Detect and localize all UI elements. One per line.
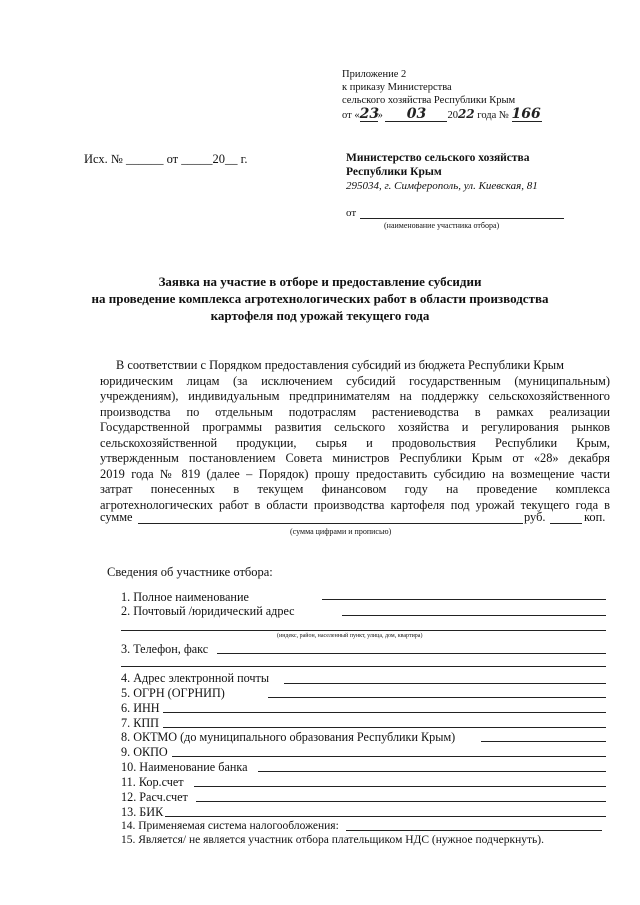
participant-title: Сведения об участнике отбора: — [107, 565, 273, 579]
field-10-line — [258, 771, 606, 772]
field-3-label: 3. Телефон, факс — [121, 642, 209, 656]
body-line: производства по отдельным подотраслям растениеводства в рамках реализации — [100, 404, 610, 419]
field-4-label: 4. Адрес электронной почты — [121, 671, 270, 685]
field-1-label: 1. Полное наименование — [121, 590, 249, 604]
field-11-line — [194, 786, 606, 787]
sum-label: сумме — [100, 510, 133, 524]
field-7-label: 7. КПП — [121, 716, 159, 730]
field-12-label: 12. Расч.счет — [121, 790, 188, 804]
field-12-line — [196, 801, 606, 802]
recipient-name-1: Министерство сельского хозяйства — [346, 152, 530, 164]
sum-line — [138, 523, 523, 524]
field-3-line — [217, 653, 606, 654]
field-4-line — [284, 683, 606, 684]
handwritten-number: 166 — [511, 106, 541, 122]
date-quote: » — [377, 110, 383, 121]
field-14-line — [346, 830, 602, 831]
heading-line-3: картофеля под урожай текущего года — [210, 308, 430, 323]
handwritten-day: 23 — [359, 106, 380, 122]
field-1-line — [322, 599, 606, 600]
handwritten-year: 22 — [457, 107, 475, 121]
body-line: утвержденным постановлением Совета министров Республики Крым от «28» декабря — [100, 451, 610, 465]
field-14-label: 14. Применяемая система налогообложения: — [121, 820, 339, 832]
field-2-line — [342, 615, 606, 616]
sum-caption: (сумма цифрами и прописью) — [290, 527, 392, 536]
recipient-address: 295034, г. Симферополь, ул. Киевская, 81 — [346, 180, 538, 192]
appendix-date-line — [342, 108, 542, 123]
date-prefix: от « — [342, 110, 360, 121]
field-6-label: 6. ИНН — [121, 701, 160, 715]
year-prefix: 20 — [447, 110, 458, 121]
handwritten-month: 03 — [385, 108, 447, 122]
body-line: сельскохозяйственной продукции, сырья и продовольствия Республики Крым, — [100, 435, 610, 450]
from-line — [360, 218, 564, 219]
appendix-title: Приложение 2 — [342, 69, 407, 80]
body-line: затрат понесенных в текущем финансовом году на проведение комплекса — [100, 482, 610, 496]
field-13-label: 13. БИК — [121, 805, 164, 819]
field-6-line — [163, 712, 606, 713]
recipient-name-2: Республики Крым — [346, 166, 442, 178]
field-15-label: 15. Является/ не является участник отбора плательщиком НДС (нужное подчеркнуть). — [121, 834, 545, 846]
kop-label: коп. — [584, 510, 606, 524]
body-line: В соответствии с Порядком предоставления субсидий из бюджета Республики Крым — [116, 358, 564, 372]
from-caption: (наименование участника отбора) — [384, 221, 500, 230]
kop-line — [550, 523, 582, 524]
field-5-label: 5. ОГРН (ОГРНИП) — [121, 686, 225, 700]
field-5-line — [268, 697, 606, 698]
address-caption: (индекс, район, населенный пункт, улица, дом, квартира) — [277, 633, 423, 639]
field-8-label: 8. ОКТМО (до муниципального образования Республики Крым) — [121, 730, 456, 744]
body-line: агротехнологических работ в области производства картофеля под урожай текущего года в — [100, 497, 610, 512]
body-line: 2019 года № 819 (далее – Порядок) прошу предоставить субсидию на возмещение части — [100, 466, 610, 481]
year-word: года № — [477, 110, 509, 121]
field-13-line — [165, 816, 606, 817]
body-line: учреждениям), индивидуальным предпринимателям на поддержку сельскохозяйственного — [100, 389, 610, 403]
field-2-line-extra — [121, 630, 606, 631]
heading-line-2: на проведение комплекса агротехнологических работ в области производства — [91, 291, 549, 306]
body-line: Государственной программы развития сельского хозяйства и регулирования рынков — [100, 420, 610, 434]
field-9-label: 9. ОКПО — [121, 745, 168, 759]
body-line: юридическим лицам (за исключением субсидий государственным (муниципальным) — [100, 373, 610, 388]
body-paragraph — [100, 358, 610, 513]
field-11-label: 11. Кор.счет — [121, 775, 184, 789]
field-2-label: 2. Почтовый /юридический адрес — [121, 604, 295, 618]
field-3-line-extra — [121, 666, 606, 667]
outgoing-number: Исх. № ______ от _____20__ г. — [84, 152, 248, 166]
field-9-line — [172, 756, 606, 757]
from-label: от — [346, 207, 357, 219]
field-10-label: 10. Наименование банка — [121, 760, 248, 774]
appendix-order-line: к приказу Министерства — [342, 82, 452, 93]
field-8-line — [481, 741, 606, 742]
field-7-line — [163, 727, 606, 728]
heading-line-1: Заявка на участие в отборе и предоставление субсидии — [158, 274, 482, 289]
appendix-ministry-line: сельского хозяйства Республики Крым — [342, 95, 516, 106]
rub-label: руб. — [524, 510, 546, 524]
